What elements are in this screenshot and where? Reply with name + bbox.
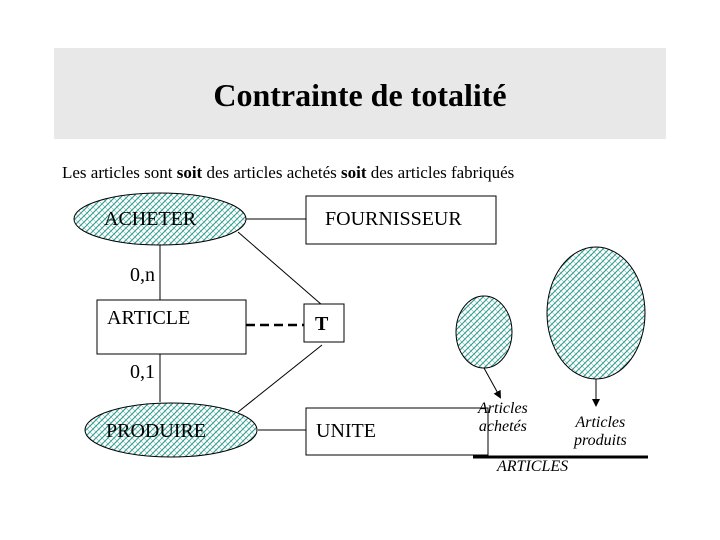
entity-unite-label: UNITE <box>316 420 376 442</box>
subtitle-soit-2: soit <box>340 163 367 182</box>
entity-article-label: ARTICLE <box>107 307 191 329</box>
subtitle-soit-1: soit <box>176 163 203 182</box>
venn-set-label: ARTICLES <box>497 458 569 475</box>
entity-fournisseur-label: FOURNISSEUR <box>325 208 462 230</box>
constraint-label: T <box>315 313 329 335</box>
link-produire-constraint <box>238 345 322 412</box>
cardinality-01: 0,1 <box>130 361 155 383</box>
subtitle-part-1: Les articles sont <box>62 163 177 182</box>
venn-produits-ellipse <box>547 247 645 379</box>
venn-achetes-label: Articles achetés <box>478 400 528 435</box>
cardinality-0n: 0,n <box>130 264 155 286</box>
venn-achetes-ellipse <box>456 296 512 368</box>
association-produire-label: PRODUIRE <box>106 420 207 442</box>
arrow-achetes <box>484 368 500 397</box>
venn-produits-label: Articles produits <box>574 414 627 449</box>
association-acheter-label: ACHETER <box>104 208 197 230</box>
slide-title: Contrainte de totalité <box>213 77 507 113</box>
subtitle-part-2: des articles achetés <box>202 163 341 182</box>
subtitle-part-3: des articles fabriqués <box>366 163 515 182</box>
